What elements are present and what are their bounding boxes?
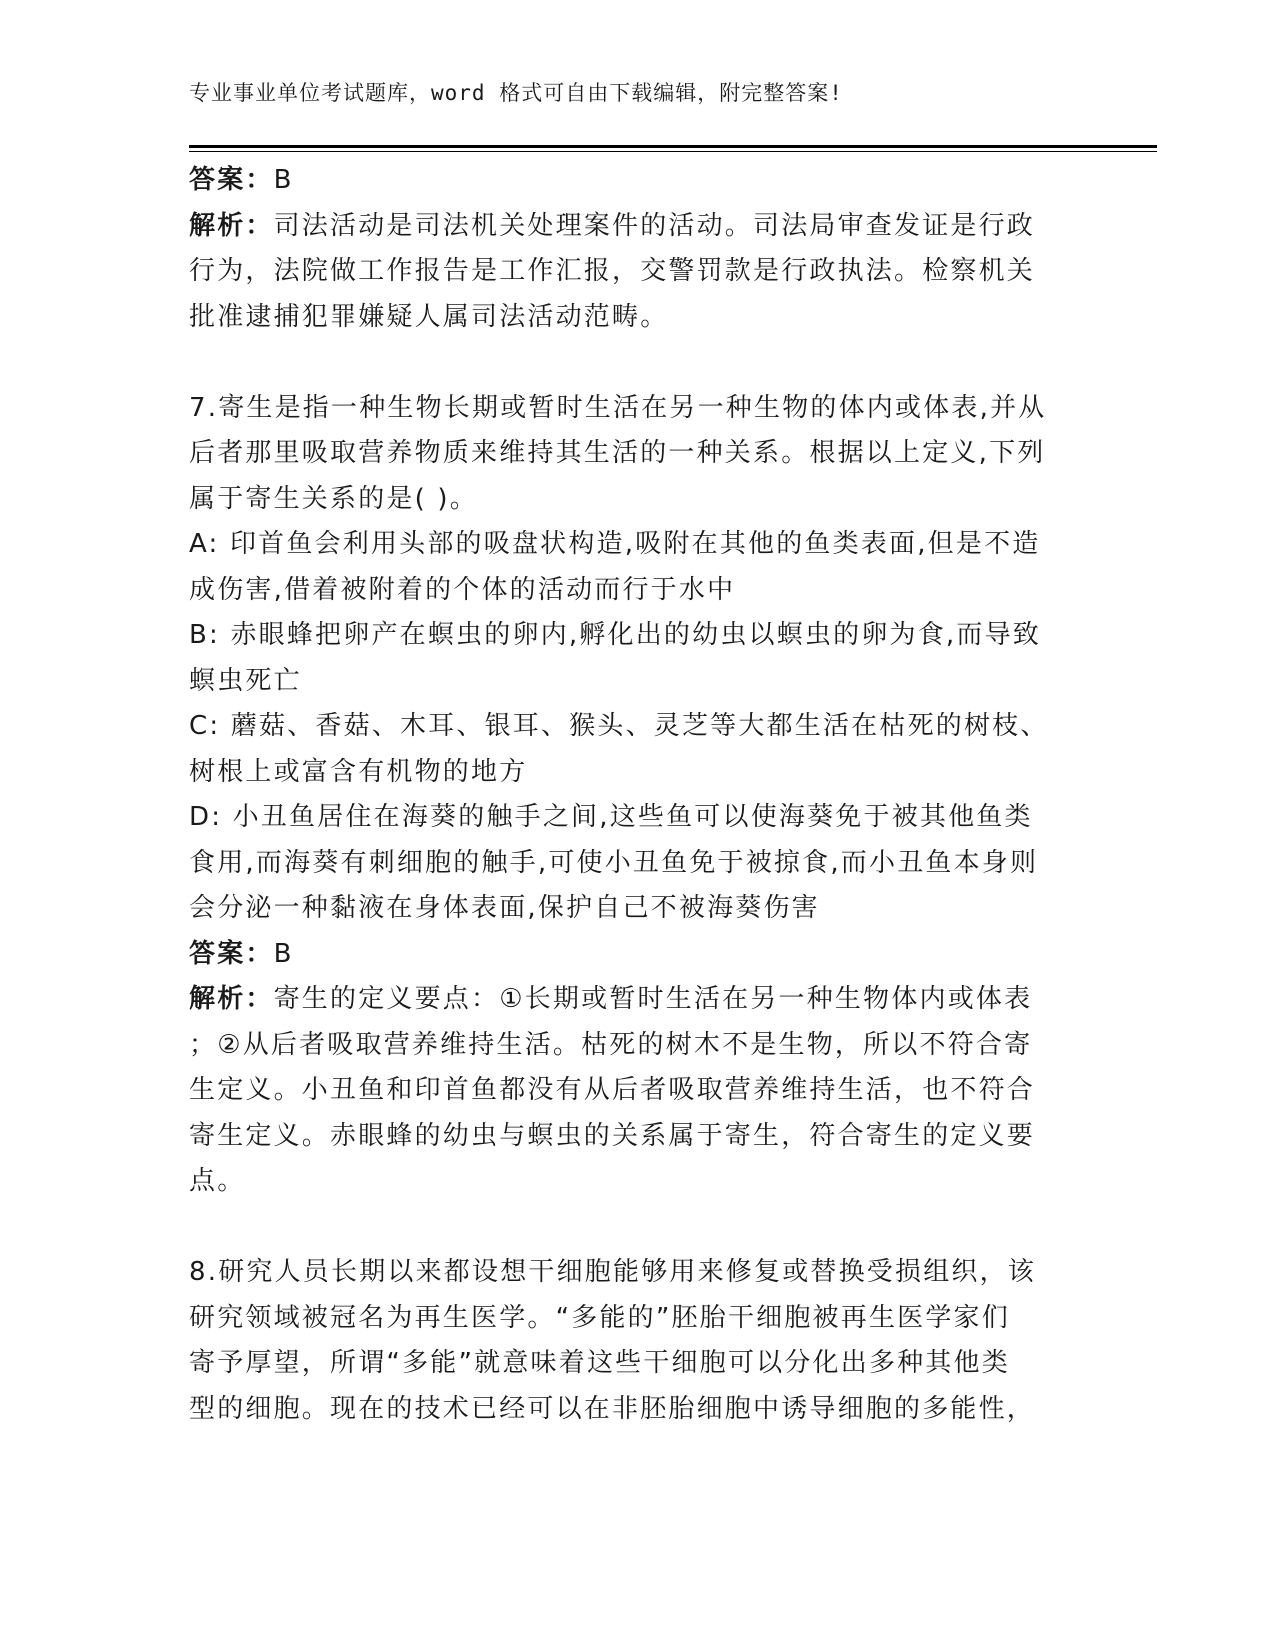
q8-stem-line: 8.研究人员长期以来都设想干细胞能够用来修复或替换受损组织，该 xyxy=(189,1257,1037,1287)
q7-option-c: 树根上或富含有机物的地方 xyxy=(189,756,528,787)
q8-stem-line: 研究领域被冠名为再生医学。“多能的”胚胎干细胞被再生医学家们 xyxy=(189,1302,1010,1333)
document-body xyxy=(189,158,1089,1432)
q7-option-d: 食用,而海葵有刺细胞的触手,可使小丑鱼免于被掠食,而小丑鱼本身则 xyxy=(189,847,1039,878)
header-rule-thick xyxy=(189,145,1157,148)
q7-option-c: C: 蘑菇、香菇、木耳、银耳、猴头、灵芝等大都生活在枯死的树枝、 xyxy=(189,711,1049,741)
q7-analysis-line: 生定义。小丑鱼和印首鱼都没有从后者吸取营养维持生活，也不符合 xyxy=(189,1075,1036,1105)
q7-analysis-line: 点。 xyxy=(189,1166,246,1196)
q7-analysis-line: 寄生定义。赤眼蜂的幼虫与螟虫的关系属于寄生，符合寄生的定义要 xyxy=(189,1120,1036,1151)
analysis-label: 解析： xyxy=(189,984,274,1014)
q6-analysis-line: 解析：司法活动是司法机关处理案件的活动。司法局审查发证是行政 xyxy=(189,210,1036,241)
answer-label: 答案： xyxy=(189,165,274,195)
q7-option-a: 成伤害,借着被附着的个体的活动而行于水中 xyxy=(189,574,736,605)
q7-option-b: 螟虫死亡 xyxy=(189,665,302,696)
answer-value: B xyxy=(273,938,294,969)
analysis-label: 解析： xyxy=(189,210,274,241)
paragraph-gap xyxy=(189,340,1089,386)
q7-stem-line: 7.寄生是指一种生物长期或暂时生活在另一种生物的体内或体表,并从 xyxy=(189,392,1047,423)
q6-analysis-line: 批准逮捕犯罪嫌疑人属司法活动范畴。 xyxy=(189,301,669,332)
q7-option-d: 会分泌一种黏液在身体表面,保护自己不被海葵伤害 xyxy=(189,893,820,923)
q6-answer xyxy=(189,158,1089,204)
q8-stem-line: 型的细胞。现在的技术已经可以在非胚胎细胞中诱导细胞的多能性， xyxy=(189,1393,1036,1424)
answer-value: B xyxy=(273,165,294,195)
header-rule-thin xyxy=(189,151,1157,152)
q7-option-a: A: 印首鱼会利用头部的吸盘状构造,吸附在其他的鱼类表面,但是不造 xyxy=(189,529,1041,559)
q7-answer xyxy=(189,932,1089,978)
q6-analysis-line: 行为，法院做工作报告是工作汇报，交警罚款是行政执法。检察机关 xyxy=(189,256,1036,286)
q8-stem-line: 寄予厚望，所谓“多能”就意味着这些干细胞可以分化出多种其他类 xyxy=(189,1348,1010,1378)
q7-stem-line: 后者那里吸取营养物质来维持其生活的一种关系。根据以上定义,下列 xyxy=(189,438,1046,468)
q7-option-d: D: 小丑鱼居住在海葵的触手之间,这些鱼可以使海葵免于被其他鱼类 xyxy=(189,802,1033,832)
q7-option-b: B: 赤眼蜂把卵产在螟虫的卵内,孵化出的幼虫以螟虫的卵为食,而导致 xyxy=(189,620,1041,650)
paragraph-gap xyxy=(189,1205,1089,1251)
page-header: 专业事业单位考试题库，word 格式可自由下载编辑，附完整答案! xyxy=(189,81,843,105)
q7-stem-line: 属于寄生关系的是( )。 xyxy=(189,483,478,514)
q7-analysis-line: 解析：寄生的定义要点：①长期或暂时生活在另一种生物体内或体表 xyxy=(189,984,1033,1014)
q7-analysis-line: ；②从后者吸取营养维持生活。枯死的树木不是生物，所以不符合寄 xyxy=(189,1029,1033,1060)
answer-label: 答案： xyxy=(189,938,274,969)
